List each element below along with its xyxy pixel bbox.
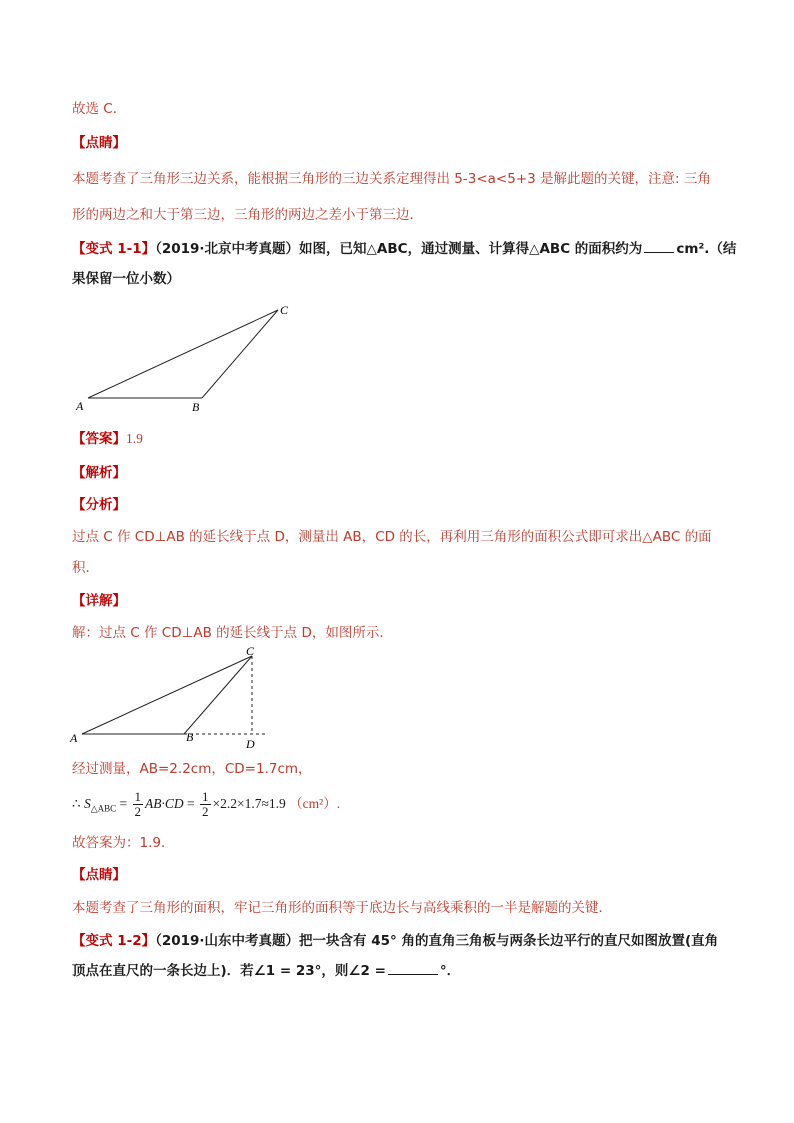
section-jiexi: 【解析】 (72, 465, 126, 481)
label-d: D (246, 737, 255, 751)
analysis-line1: 过点 C 作 CD⊥AB 的延长线于点 D，测量出 AB，CD 的长，再利用三角形的面积公式即可求出△ABC 的面 (72, 529, 712, 545)
answer-blank-2[interactable] (388, 962, 438, 975)
triangle-figure-1 (70, 300, 310, 418)
section-xiangjie: 【详解】 (72, 593, 126, 609)
fraction-half-2: $\frac{1}{2}$ (202, 789, 209, 820)
fraction-half: $\frac{1}{2}$ (134, 789, 142, 820)
area-formula: ∴ $S_{\triangle ABC}$ = $\frac{1}{2}$ AB·CD = $\frac{1}{2}$ ×2.2×1.7≈1.9 （cm²）. (72, 789, 341, 820)
label-b: B (186, 730, 194, 744)
section-fenxi: 【分析】 (72, 497, 126, 513)
note1-line2: 形的两边之和大于第三边，三角形的两边之差小于第三边． (72, 207, 423, 223)
label-a: A (70, 731, 78, 745)
label-a: A (76, 399, 84, 413)
note1-line1: 本题考查了三角形三边关系，能根据三角形的三边关系定理得出 5-3<a<5+3 是解此题的关键，注意: 三角 (72, 171, 711, 187)
variant-1-2-line1: 【变式 1-2】（2019·山东中考真题）把一块含有 45° 角的直角三角板与两条长边平行的直尺如图放置(直角 (72, 933, 719, 949)
section-dianjing-2: 【点睛】 (72, 867, 126, 883)
answer-line: 【答案】1.9 (72, 431, 143, 447)
triangle-figure-2 (68, 642, 288, 752)
answer-blank[interactable] (644, 240, 674, 253)
segment-ac (82, 656, 252, 734)
final-answer-line: 故答案为：1.9． (72, 835, 175, 851)
label-b: B (192, 400, 200, 414)
measurement-line: 经过测量，AB=2.2cm，CD=1.7cm， (72, 761, 312, 777)
detail-line: 解：过点 C 作 CD⊥AB 的延长线于点 D，如图所示． (72, 625, 393, 641)
label-c: C (280, 303, 289, 317)
segment-ac (88, 310, 278, 398)
variant-1-2-line2: 顶点在直尺的一条长边上)．若∠1 = 23°，则∠2 = °． (72, 963, 461, 979)
variant-1-1-line2: 果保留一位小数） (72, 271, 180, 287)
label-c: C (246, 644, 255, 658)
segment-bc (202, 310, 278, 398)
variant-1-1-line1: 【变式 1-1】（2019·北京中考真题）如图，已知△ABC，通过测量、计算得△ABC 的面积约为 cm².（结 (72, 241, 737, 257)
section-dianjing-1: 【点睛】 (72, 135, 126, 151)
note2-line: 本题考查了三角形的面积，牢记三角形的面积等于底边长与高线乘积的一半是解题的关键． (72, 900, 612, 916)
segment-bc (184, 656, 252, 734)
conclusion-line: 故选 C． (72, 101, 127, 117)
analysis-line2: 积． (72, 560, 99, 576)
